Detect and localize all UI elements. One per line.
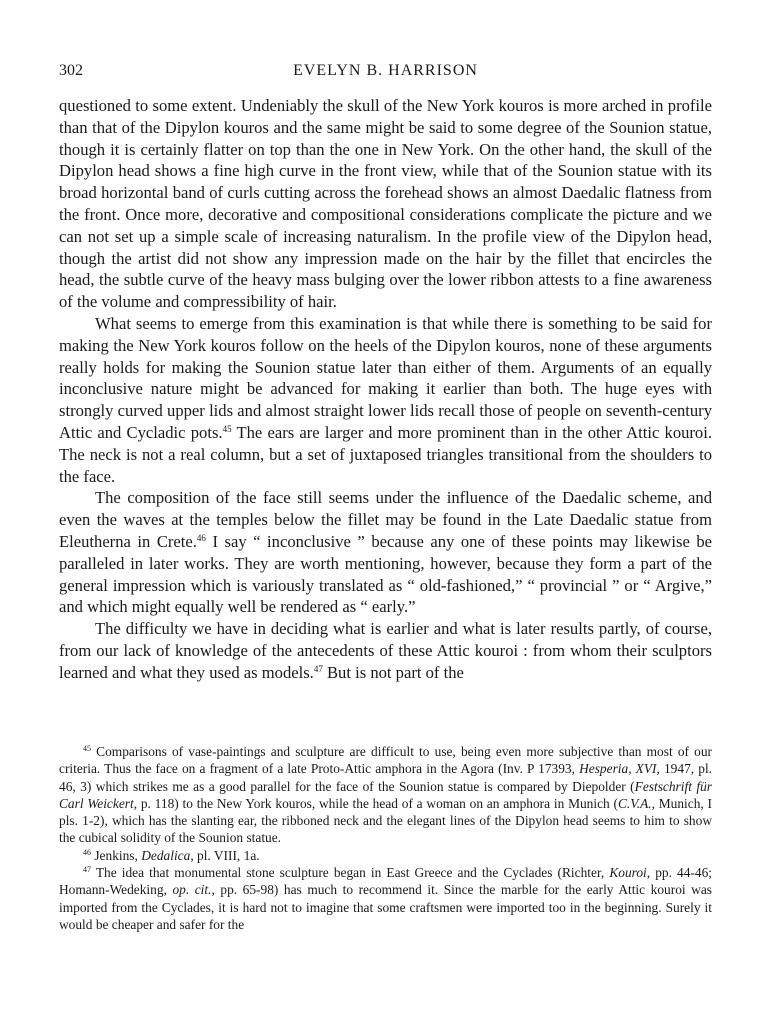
paragraph-4-text: The difficulty we have in deciding what is earlier and what is later results partly, of course, from our lack of knowledge of the antecedents of these Attic kouroi : from whom their sculptors learned and what they used as models. xyxy=(59,619,712,682)
footnote-46-number: 46 xyxy=(83,847,91,857)
footnote-45 xyxy=(59,743,712,847)
footnote-ref-45: 45 xyxy=(222,423,232,434)
footnote-47-citation-2: op. cit. xyxy=(172,882,212,898)
footnote-47-number: 47 xyxy=(83,865,91,875)
footnote-47 xyxy=(59,864,712,933)
footnote-45-text-2: , 1947, pl. 46, 3) which strikes me as a good parallel for the face of the Sounion statue is compared by Diepolder ( xyxy=(59,761,713,794)
paragraph-2 xyxy=(59,313,712,487)
paragraph-4 xyxy=(59,618,712,683)
footnote-ref-47: 47 xyxy=(313,663,323,674)
footnote-ref-46: 46 xyxy=(196,532,206,543)
footnote-45-citation-3: C.V.A. xyxy=(617,795,652,811)
footnote-46-citation: Dedalica xyxy=(141,847,191,863)
body-text xyxy=(59,95,712,684)
paragraph-3 xyxy=(59,487,712,618)
footnote-45-citation-2: Festschrift für Carl Weickert xyxy=(59,778,712,811)
paragraph-2-text: What seems to emerge from this examination is that while there is something to be said for making the New York kouros follow on the heels of the Dipylon kouros, none of these arguments really holds for making the Sounion statue later than either of them. Arguments of an equally inconclusive nature might be advanced for making it earlier than both. The huge eyes with strongly curved upper lids and almost straight lower lids recall those of people on seventh-century Attic and Cycladic pots. xyxy=(59,313,712,442)
footnote-46-text: Jenkins, xyxy=(91,847,142,863)
footnote-45-text: Comparisons of vase-paintings and sculpture are difficult to use, being even more subjective than most of our criteria. Thus the face on a fragment of a late Proto-Attic amphora in the Agora (Inv. P 17393, xyxy=(59,744,712,777)
footnote-47-text-2: , pp. 44-46; Homann-Wedeking, xyxy=(59,865,712,898)
page-number: 302 xyxy=(59,62,83,79)
running-title: EVELYN B. HARRISON xyxy=(293,62,478,79)
paragraph-2-text-cont: The ears are larger and more prominent than in the other Attic kouroi. The neck is not a real column, but a set of juxtaposed triangles transitional from the shoulders to the face. xyxy=(59,422,712,486)
footnote-46 xyxy=(59,847,712,864)
footnote-45-text-4: , Munich, I pls. 1-2), which has the slanting ear, the ribboned neck and the elegant lines of the Dipylon head seems to him to show the cubical solidity of the Sounion statue. xyxy=(59,795,712,846)
footnote-45-text-3: , p. 118) to the New York kouros, while the head of a woman on an amphora in Munich ( xyxy=(133,795,618,811)
footnote-47-citation: Kouroi xyxy=(609,865,647,881)
paragraph-3-text: The composition of the face still seems under the influence of the Daedalic scheme, and even the waves at the temples below the fillet may be found in the Late Daedalic statue from Eleutherna in Crete. xyxy=(59,488,712,551)
paragraph-1: questioned to some extent. Undeniably the skull of the New York kouros is more arched in profile than that of the Dipylon kouros and the same might be said to some degree of the Sounion statue, though it is certainly flatter on top than the one in New York. On the other hand, the skull of the Dipylon head shows a fine high curve in the front view, while that of the Sounion statue with its broad horizontal band of curls cutting across the forehead shows an almost Daedalic flatness from the front. Once more, decorative and compositional considerations complicate the picture and we can not set up a simple scale of increasing naturalism. In the profile view of the Dipylon head, though the artist did not show any impression made on the hair by the fillet that encircles the head, the subtle curve of the heavy mass bulging over the lower ribbon attests to a fine awareness of the volume and compressibility of hair. xyxy=(59,96,712,312)
paragraph-3-text-cont: I say “ inconclusive ” because any one of these points may likewise be paralleled in later works. They are worth mentioning, however, because they form a part of the general impression which is variously translated as “ old-fashioned,” “ provincial ” or “ Argive,” and which might equally well be rendered as “ early.” xyxy=(59,531,712,617)
footnote-47-text-3: , pp. 65-98) has much to recommend it. Since the marble for the early Attic kouroi was imported from the Cyclades, it is hard not to imagine that some craftsmen were imported too in the beginning. Surely it would be cheaper and safer for the xyxy=(59,882,712,932)
footnotes xyxy=(59,743,712,933)
footnote-47-text: The idea that monumental stone sculpture began in East Greece and the Cyclades (Richter, xyxy=(91,865,610,881)
paragraph-4-text-cont: But is not part of the xyxy=(322,662,464,682)
footnote-45-number: 45 xyxy=(83,744,91,753)
footnote-45-citation: Hesperia, XVI xyxy=(579,761,657,777)
footnote-46-text-2: , pl. VIII, 1a. xyxy=(190,847,260,863)
